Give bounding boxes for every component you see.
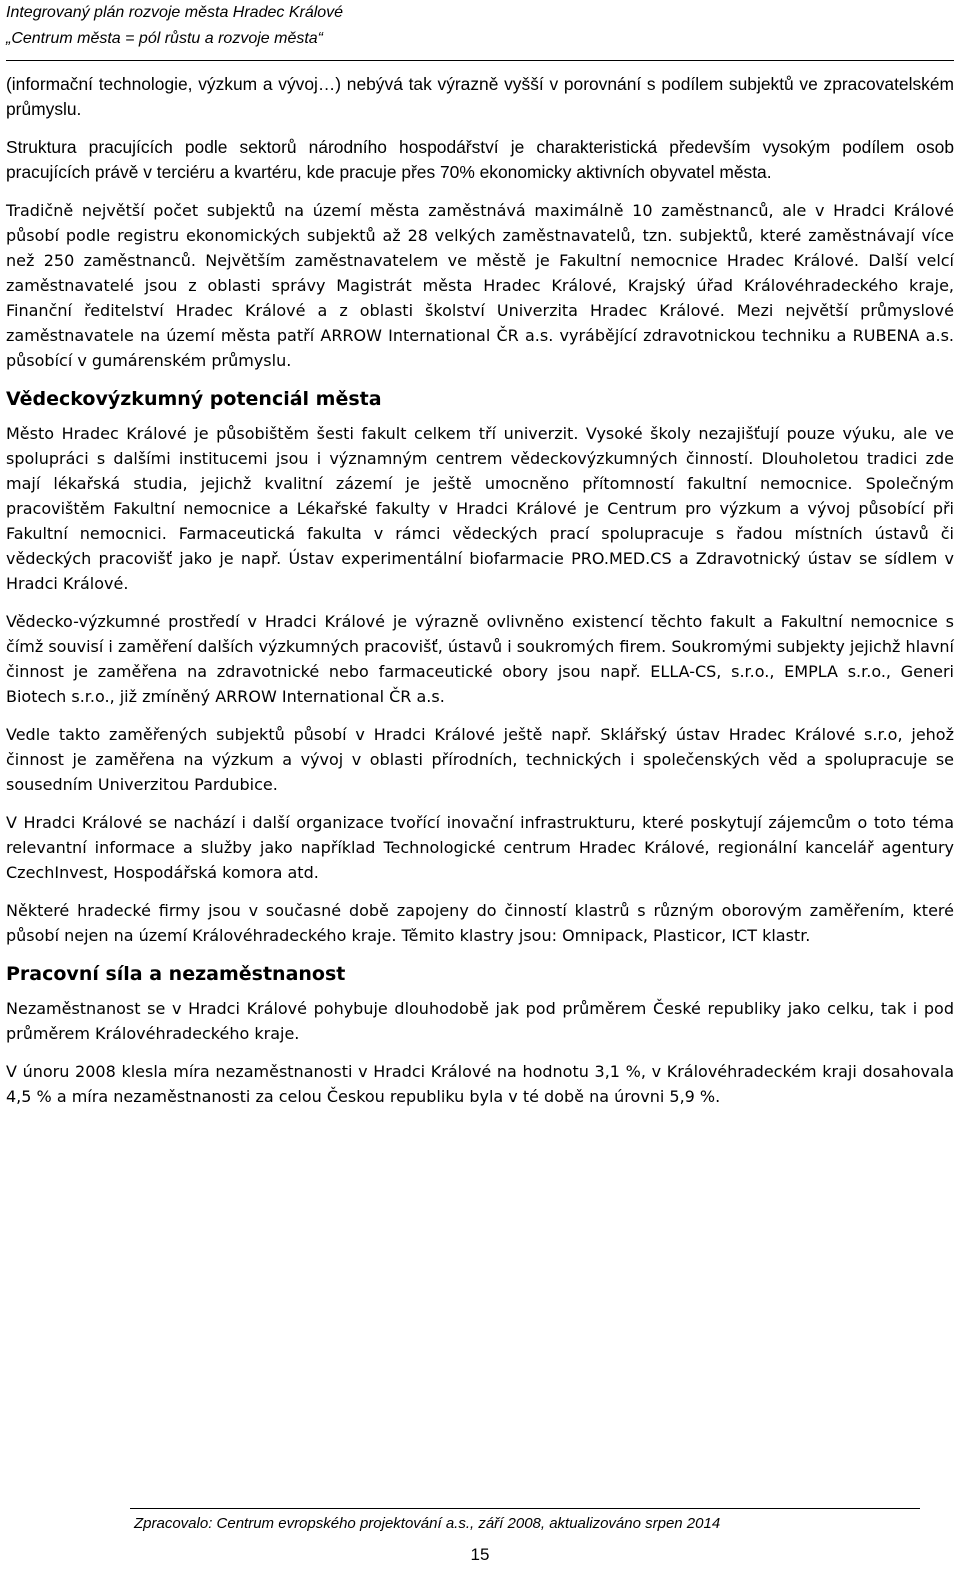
paragraph: V únoru 2008 klesla míra nezaměstnanosti v Hradci Králové na hodnotu 3,1 %, v Královéhradeckém kraji dosahovala 4,5 % a míra nezaměstnanosti za celou Českou republiku byla v té době na úrovni 5,9 %. xyxy=(6,1062,954,1106)
paragraph: Některé hradecké firmy jsou v současné době zapojeny do činností klastrů s různým oborovým zaměřením, které působí nejen na území Královéhradeckého kraje. Těmito klastry jsou: Omnipack, Plasticor, ICT klastr. xyxy=(6,901,954,945)
paragraph: Tradičně největší počet subjektů na území města zaměstnává maximálně 10 zaměstnanců, ale v Hradci Králové působí podle registru ekonomických subjektů až 28 velkých zaměstnavatelů, tzn. subjektů, které zaměstnávají více než 250 zaměstnanců. Největším zaměstnavatelem ve městě je Fakultní nemocnice Hradec Králové. Další velcí zaměstnavatelé jsou z oblasti správy Magistrát města Hradec Králové, Krajský úřad Královéhradeckého kraje, Finanční ředitelství Hradec Králové a z oblasti školství Univerzita Hradec Králové. Mezi největší průmyslové zaměstnavatele na území města patří ARROW International ČR a.s. vyrábějící zdravotnickou techniku a RUBENA a.s. působící v gumárenském průmyslu. xyxy=(6,201,954,370)
paragraph: Vedle takto zaměřených subjektů působí v Hradci Králové ještě např. Sklářský ústav Hradec Králové s.r.o, jehož činnost je zaměřena na výzkum a vývoj v oblasti přírodních, technických i společenských věd a spolupracuje se sousedním Univerzitou Pardubice. xyxy=(6,725,954,794)
footer-credit: Zpracovalo: Centrum evropského projektování a.s., září 2008, aktualizováno srpen 2014 xyxy=(134,1515,721,1532)
main-content xyxy=(6,72,954,1122)
paragraph: Město Hradec Králové je působištěm šesti fakult celkem tří univerzit. Vysoké školy nezajišťují pouze výuku, ale ve spolupráci s dalšími institucemi jsou i významným centrem vědeckovýzkumných činností. Dlouholetou tradici zde mají lékařská studia, jejichž kvalitní zázemí je ještě umocněno přítomností fakultní nemocnice. Společným pracovištěm Fakultní nemocnice a Lékařské fakulty v Hradci Králové je Centrum pro výzkum a vývoj působící při Fakultní nemocnici. Farmaceutická fakulta v rámci vědeckých prací spolupracuje s řadou místních ústavů či vědeckých pracovišť jako je např. Ústav experimentální biofarmacie PRO.MED.CS a Zdravotnický ústav se sídlem v Hradci Králové. xyxy=(6,424,954,593)
section-heading: Vědeckovýzkumný potenciál města xyxy=(6,388,382,410)
page-header xyxy=(6,0,954,61)
page-number: 15 xyxy=(470,1545,490,1564)
paragraph: Struktura pracujících podle sektorů národního hospodářství je charakteristická především vysokým podílem osob pracujících právě v terciéru a kvartéru, kde pracuje přes 70% ekonomicky aktivních obyvatel města. xyxy=(6,137,954,182)
section-heading: Pracovní síla a nezaměstnanost xyxy=(6,963,346,985)
paragraph: Vědecko-výzkumné prostředí v Hradci Králové je výrazně ovlivněno existencí těchto fakult a Fakultní nemocnice s čímž souvisí i zaměření dalších výzkumných pracovišť, ústavů i soukromých firem. Soukromými subjekty jejichž hlavní činnost je zaměřena na zdravotnické nebo farmaceutické obory jsou např. ELLA-CS, s.r.o., EMPLA s.r.o., Generi Biotech s.r.o., již zmíněný ARROW International ČR a.s. xyxy=(6,612,954,706)
paragraph: V Hradci Králové se nachází i další organizace tvořící inovační infrastrukturu, které poskytují zájemcům o toto téma relevantní informace a služby jako například Technologické centrum Hradec Králové, regionální kancelář agentury CzechInvest, Hospodářská komora atd. xyxy=(6,813,954,882)
page-number-container xyxy=(0,1544,960,1566)
document-title: Integrovaný plán rozvoje města Hradec Králové xyxy=(6,4,344,21)
paragraph: (informační technologie, výzkum a vývoj…) nebývá tak výrazně vyšší v porovnání s podílem subjektů ve zpracovatelském průmyslu. xyxy=(6,74,954,119)
footer-divider xyxy=(130,1508,920,1509)
document-subtitle: „Centrum města = pól růstu a rozvoje města“ xyxy=(6,30,324,47)
paragraph: Nezaměstnanost se v Hradci Králové pohybuje dlouhodobě jak pod průměrem České republiky jako celku, tak i pod průměrem Královéhradeckého kraje. xyxy=(6,999,954,1043)
